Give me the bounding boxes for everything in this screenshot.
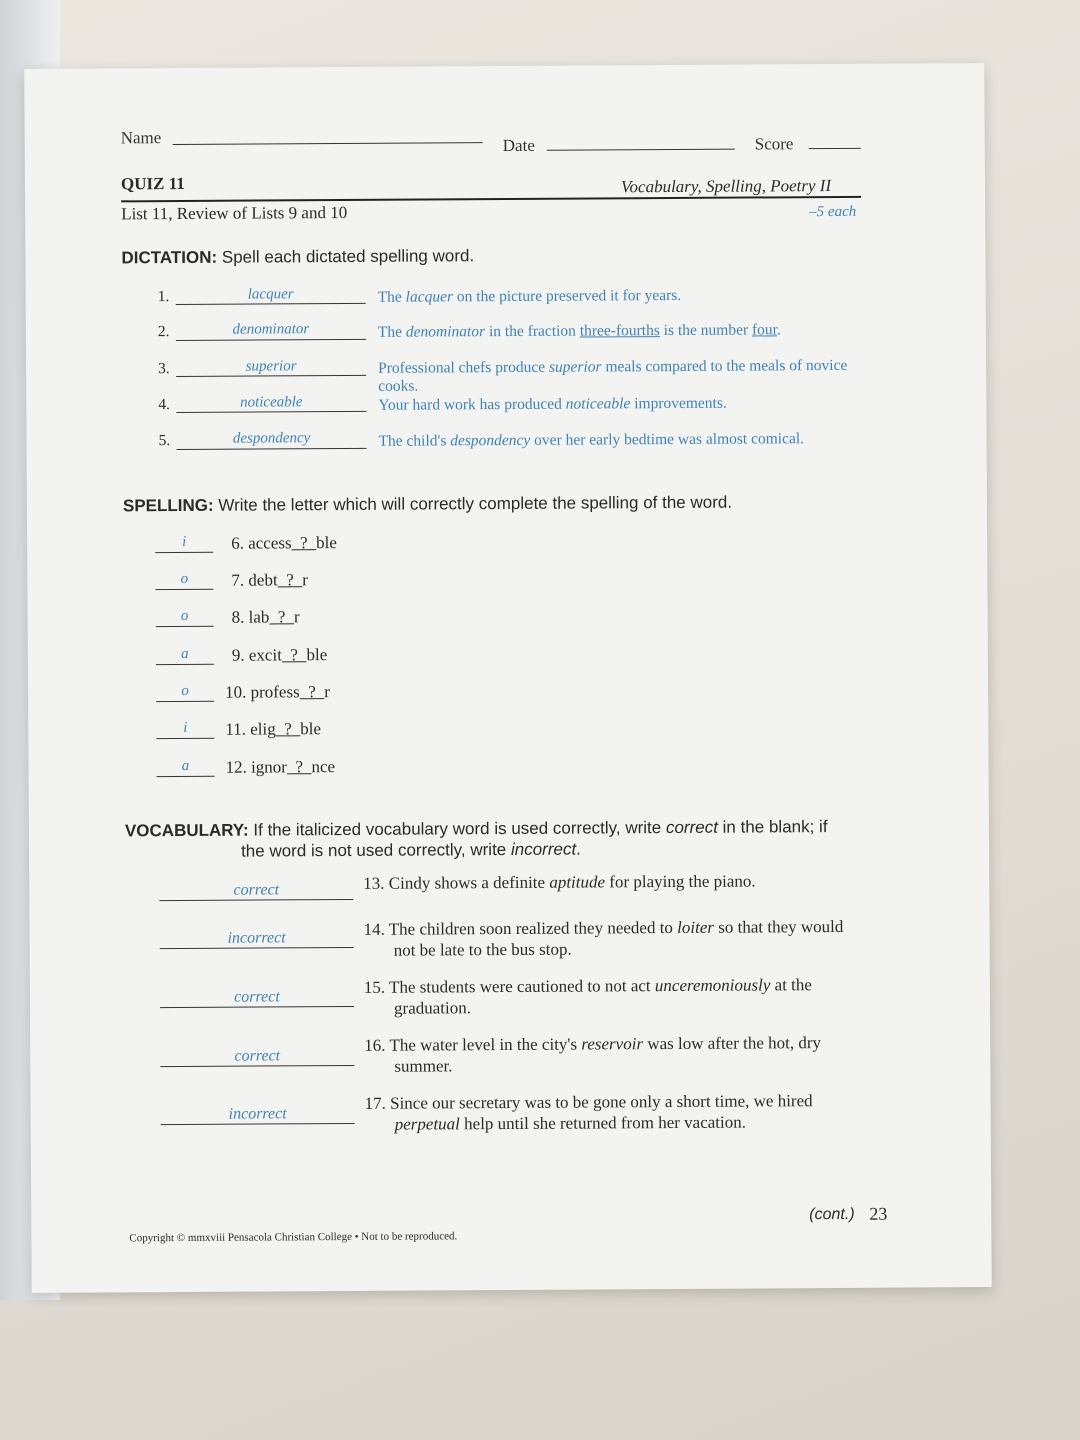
- spelling-heading: SPELLING: Write the letter which will correctly complete the spelling of the word.: [122, 492, 733, 516]
- quiz-subject: Vocabulary, Spelling, Poetry II: [620, 176, 832, 197]
- dictation-sentence-1: The lacquer on the picture preserved it for years.: [377, 286, 682, 306]
- copyright-notice: Copyright © mmxviii Pensacola Christian College • Not to be reproduced.: [129, 1230, 458, 1245]
- spelling-answer-7: o: [180, 570, 189, 587]
- spelling-answer-10: o: [181, 682, 189, 699]
- quiz-title: QUIZ 11: [120, 173, 185, 194]
- vocab-item-15: 15. The students were cautioned to not act unceremoniously at the graduation.: [363, 975, 812, 1018]
- dictation-heading: DICTATION: Spell each dictated spelling word.: [121, 246, 475, 268]
- page-number: 23: [869, 1203, 888, 1224]
- vocab-answer-15: correct: [234, 988, 280, 1006]
- spelling-blank-8[interactable]: [156, 626, 214, 627]
- spelling-answer-12: a: [181, 757, 190, 774]
- spelling-item-12: 12. ignor ? nce: [225, 757, 336, 777]
- dictation-answer-1: lacquer: [247, 286, 294, 303]
- name-label: Name: [120, 128, 162, 148]
- quiz-page: [24, 63, 991, 1293]
- dictation-num-5: 5.: [158, 432, 171, 450]
- spelling-item-11: 11. elig ? ble: [225, 719, 322, 739]
- dictation-sentence-3: Professional chefs produce superior meals compared to the meals of novice cooks.: [378, 356, 848, 395]
- spelling-blank-10[interactable]: [156, 701, 214, 702]
- spelling-item-10: 10. profess ? r: [225, 682, 330, 702]
- dictation-num-4: 4.: [158, 396, 171, 414]
- score-field[interactable]: [809, 148, 861, 149]
- spelling-answer-6: i: [182, 533, 187, 550]
- list-info: List 11, Review of Lists 9 and 10: [121, 202, 348, 224]
- vocab-answer-14: incorrect: [227, 929, 286, 947]
- vocab-item-14: 14. The children soon realized they needed to loiter so that they would not be late to the bus stop.: [363, 916, 844, 960]
- date-field[interactable]: [547, 149, 735, 151]
- dictation-sentence-4: Your hard work has produced noticeable improvements.: [378, 394, 727, 414]
- date-label: Date: [502, 135, 535, 156]
- vocabulary-heading: VOCABULARY: If the italicized vocabulary word is used correctly, write correct in the blank; if the word is not used correctly, write incorrect.: [124, 817, 828, 861]
- dictation-answer-5: despondency: [232, 430, 311, 447]
- spelling-item-6: 6. access ? ble: [231, 533, 337, 553]
- dictation-num-2: 2.: [157, 323, 170, 341]
- dictation-num-1: 1.: [157, 288, 170, 306]
- spelling-answer-8: o: [180, 607, 189, 624]
- spelling-item-8: 8. lab ? r: [231, 607, 300, 627]
- dictation-sentence-5: The child's despondency over her early bedtime was almost comical.: [378, 430, 805, 450]
- spelling-blank-9[interactable]: [156, 664, 214, 665]
- dictation-num-3: 3.: [158, 360, 170, 378]
- dictation-answer-2: denominator: [232, 321, 310, 338]
- score-label: Score: [754, 134, 794, 154]
- dictation-answer-4: noticeable: [240, 394, 303, 411]
- spelling-blank-11[interactable]: [156, 738, 214, 739]
- vocab-answer-13: correct: [233, 881, 280, 899]
- spelling-blank-6[interactable]: [155, 552, 213, 553]
- spelling-item-9: 9. excit ? ble: [231, 645, 328, 665]
- vocab-item-16: 16. The water level in the city's reservoir was low after the hot, dry summer.: [364, 1033, 822, 1076]
- name-field[interactable]: [173, 142, 483, 145]
- dictation-blank-2[interactable]: [176, 339, 366, 341]
- points-each: –5 each: [809, 203, 857, 221]
- spelling-blank-7[interactable]: [155, 589, 213, 590]
- vocab-answer-17: incorrect: [228, 1105, 287, 1123]
- vocab-item-13: 13. Cindy shows a definite aptitude for playing the piano.: [363, 871, 756, 893]
- header-rule: [121, 196, 861, 203]
- dictation-blank-5[interactable]: [177, 448, 367, 450]
- spelling-blank-12[interactable]: [157, 776, 215, 777]
- continued-label: (cont.): [809, 1205, 855, 1224]
- dictation-answer-3: superior: [245, 358, 297, 375]
- spelling-answer-9: a: [181, 645, 189, 662]
- dictation-sentence-2: The denominator in the fraction three-fourths is the number four.: [377, 321, 781, 341]
- spelling-answer-11: i: [183, 719, 188, 736]
- spelling-item-7: 7. debt ? r: [231, 570, 308, 590]
- vocab-item-17: 17. Since our secretary was to be gone only a short time, we hired perpetual help until she returned from her vacation.: [364, 1091, 813, 1134]
- vocab-answer-16: correct: [234, 1047, 281, 1065]
